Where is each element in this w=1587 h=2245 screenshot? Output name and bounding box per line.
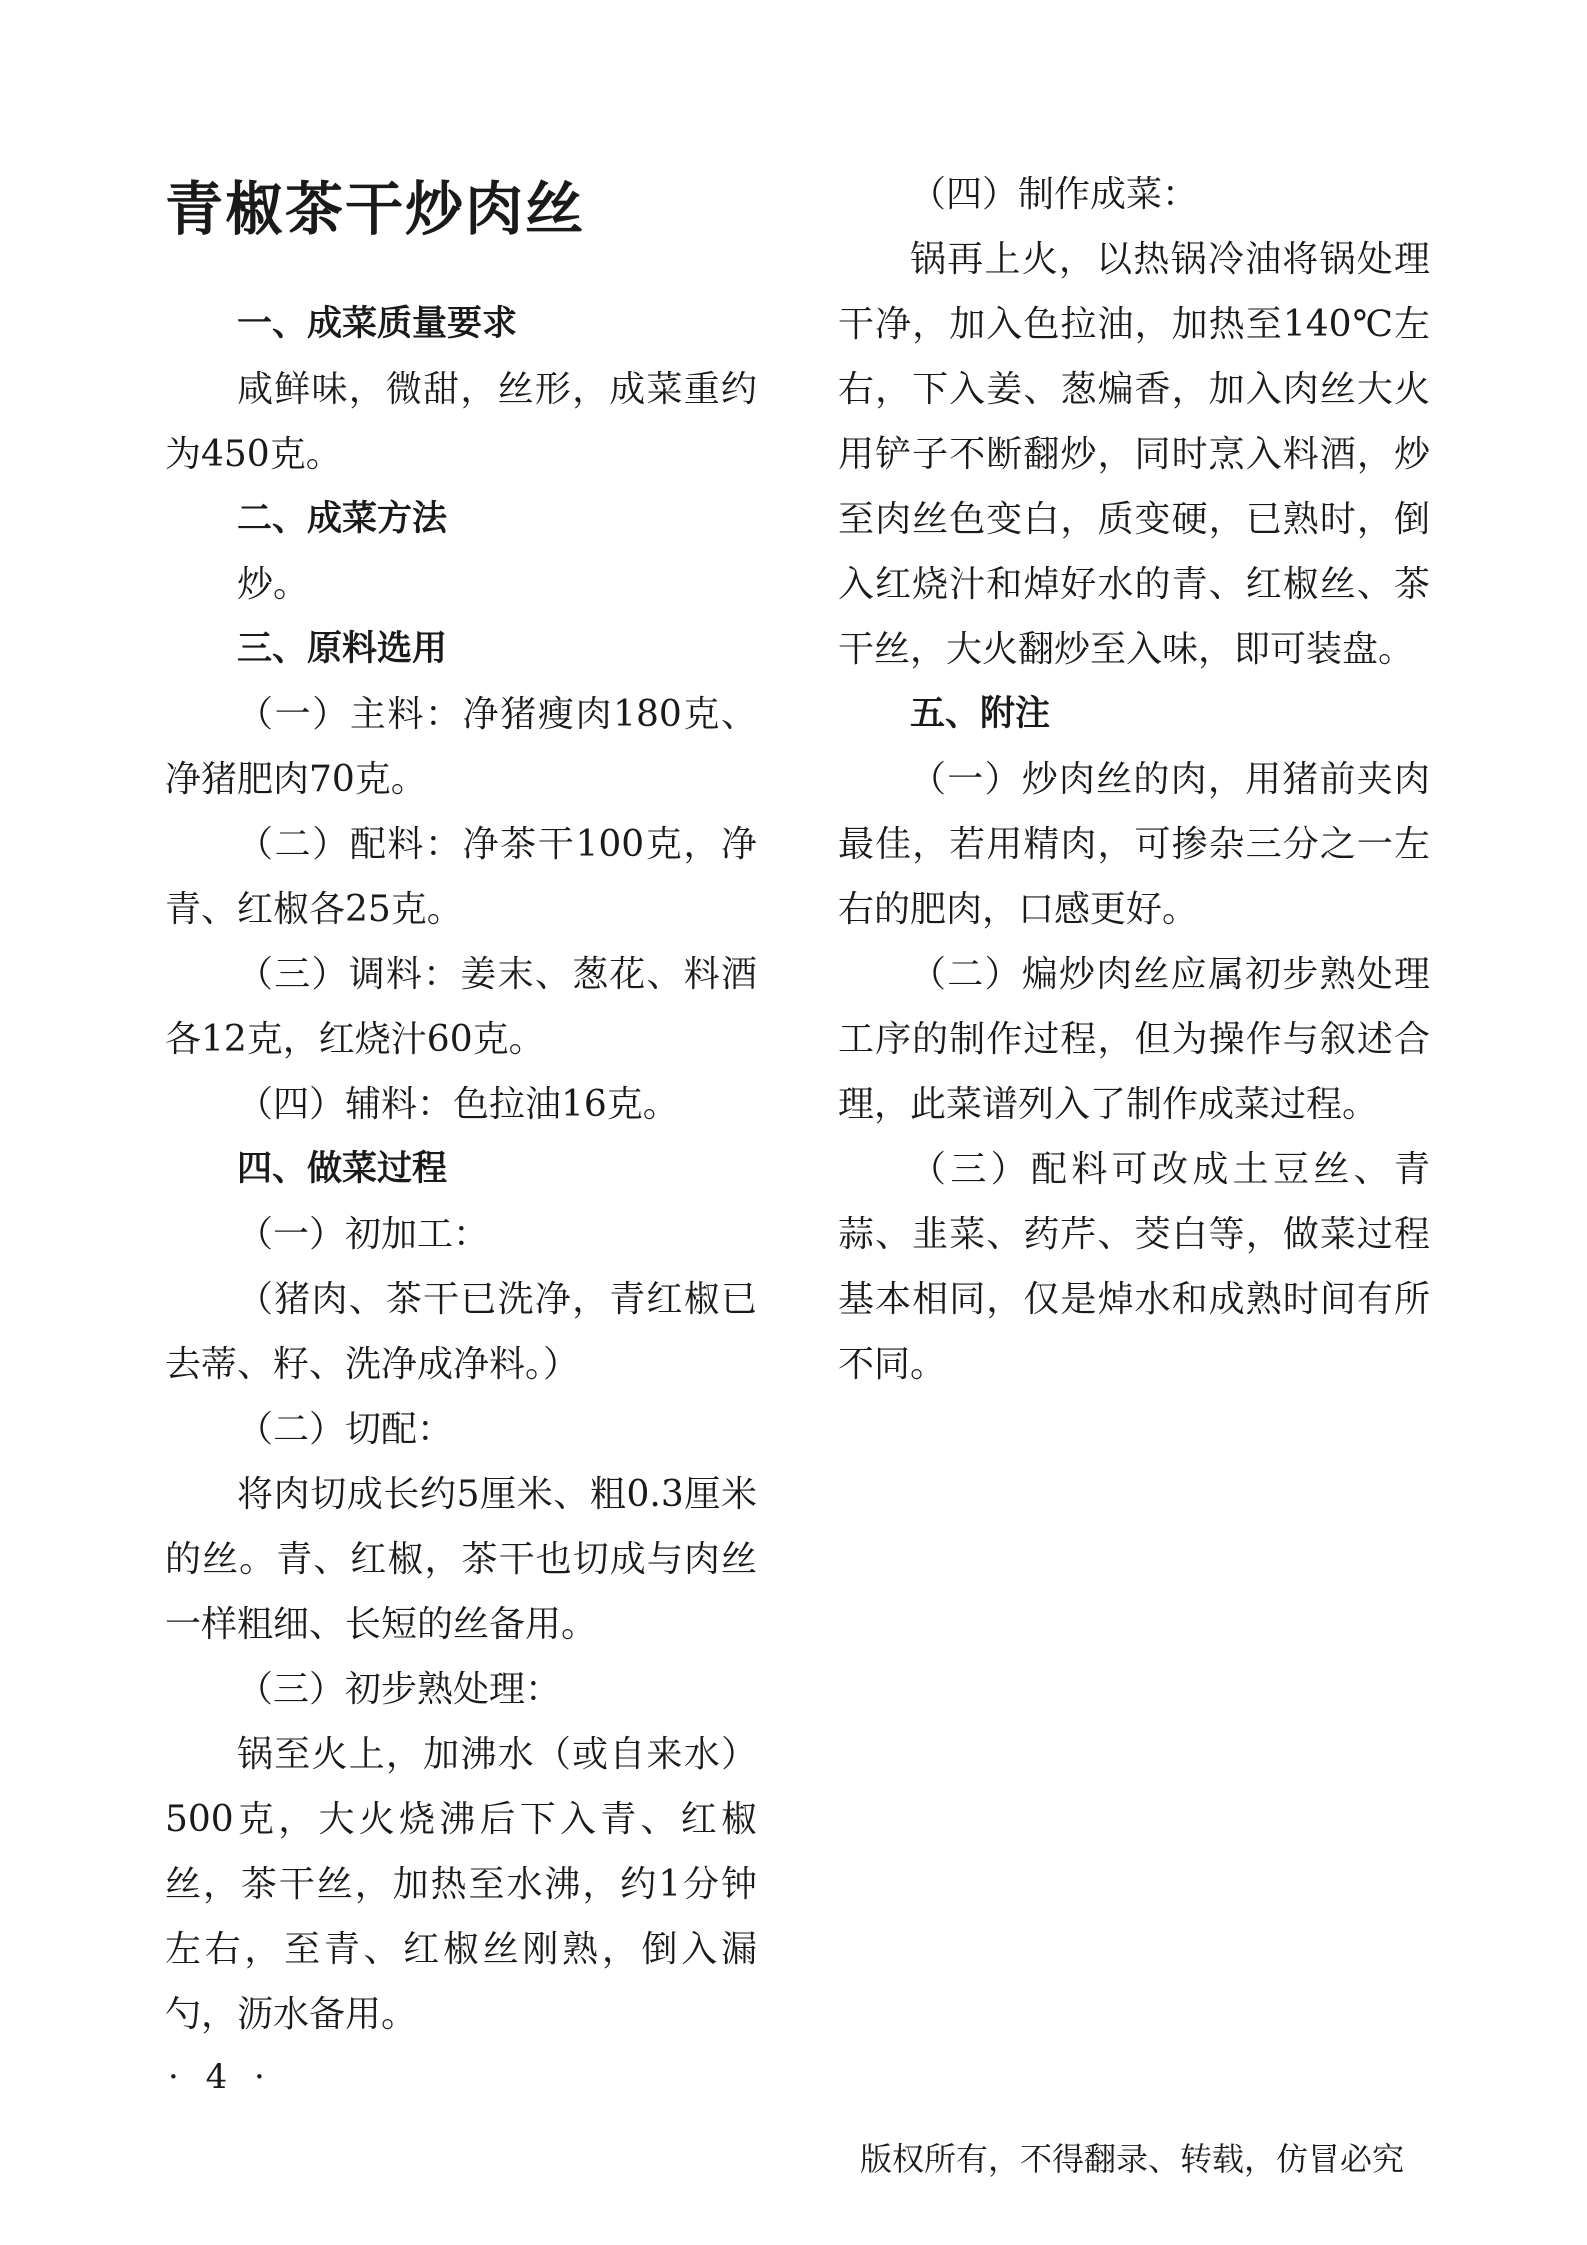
paragraph: （二）煸炒肉丝应属初步熟处理工序的制作过程，但为操作与叙述合理，此菜谱列入了制作成菜过程。: [838, 954, 1430, 1125]
paragraph: （四）辅料：色拉油16克。: [237, 1084, 679, 1125]
paragraph: （猪肉、茶干已洗净，青红椒已去蒂、籽、洗净成净料。）: [165, 1279, 757, 1385]
section-heading: 四、做菜过程: [237, 1149, 448, 1189]
paragraph: （三）调料：姜末、葱花、料酒各12克，红烧汁60克。: [165, 954, 757, 1060]
paragraph: 将肉切成长约5厘米、粗0.3厘米的丝。青、红椒，茶干也切成与肉丝一样粗细、长短的丝备用。: [165, 1474, 757, 1645]
paragraph: （四）制作成菜：: [910, 174, 1199, 215]
page-number: · 4 ·: [168, 2057, 273, 2097]
paragraph: （二）配料：净茶干100克，净青、红椒各25克。: [165, 824, 757, 930]
paragraph: （一）炒肉丝的肉，用猪前夹肉最佳，若用精肉，可掺杂三分之一左右的肥肉，口感更好。: [838, 759, 1430, 930]
paragraph: （三）配料可改成土豆丝、青蒜、韭菜、药芹、茭白等，做菜过程基本相同，仅是焯水和成熟时间有所不同。: [838, 1149, 1430, 1385]
recipe-title: 青椒茶干炒肉丝: [165, 175, 586, 243]
section-heading: 五、附注: [910, 694, 1051, 734]
section-heading: 三、原料选用: [237, 629, 448, 669]
left-column: [165, 292, 757, 2047]
paragraph: 锅至火上，加沸水（或自来水）500克，大火烧沸后下入青、红椒丝，茶干丝，加热至水沸，约1分钟左右，至青、红椒丝刚熟，倒入漏勺，沥水备用。: [165, 1734, 757, 2035]
paragraph: （一）主料：净猪瘦肉180克、净猪肥肉70克。: [165, 694, 757, 800]
right-column: [838, 162, 1430, 1397]
copyright-notice: 版权所有，不得翻录、转载，仿冒必究: [860, 2140, 1405, 2178]
section-heading: 一、成菜质量要求: [237, 304, 518, 344]
section-heading: 二、成菜方法: [237, 499, 448, 539]
paragraph: （二）切配：: [237, 1409, 454, 1450]
paragraph: 锅再上火，以热锅冷油将锅处理干净，加入色拉油，加热至140℃左右，下入姜、葱煸香，加入肉丝大火用铲子不断翻炒，同时烹入料酒，炒至肉丝色变白，质变硬，已熟时，倒入红烧汁和焯好水的青、红椒丝、茶干丝，大火翻炒至入味，即可装盘。: [838, 239, 1430, 670]
paragraph: （一）初加工：: [237, 1214, 490, 1255]
paragraph: 炒。: [237, 564, 310, 605]
paragraph: 咸鲜味，微甜，丝形，成菜重约为450克。: [165, 369, 757, 475]
paragraph: （三）初步熟处理：: [237, 1669, 562, 1710]
